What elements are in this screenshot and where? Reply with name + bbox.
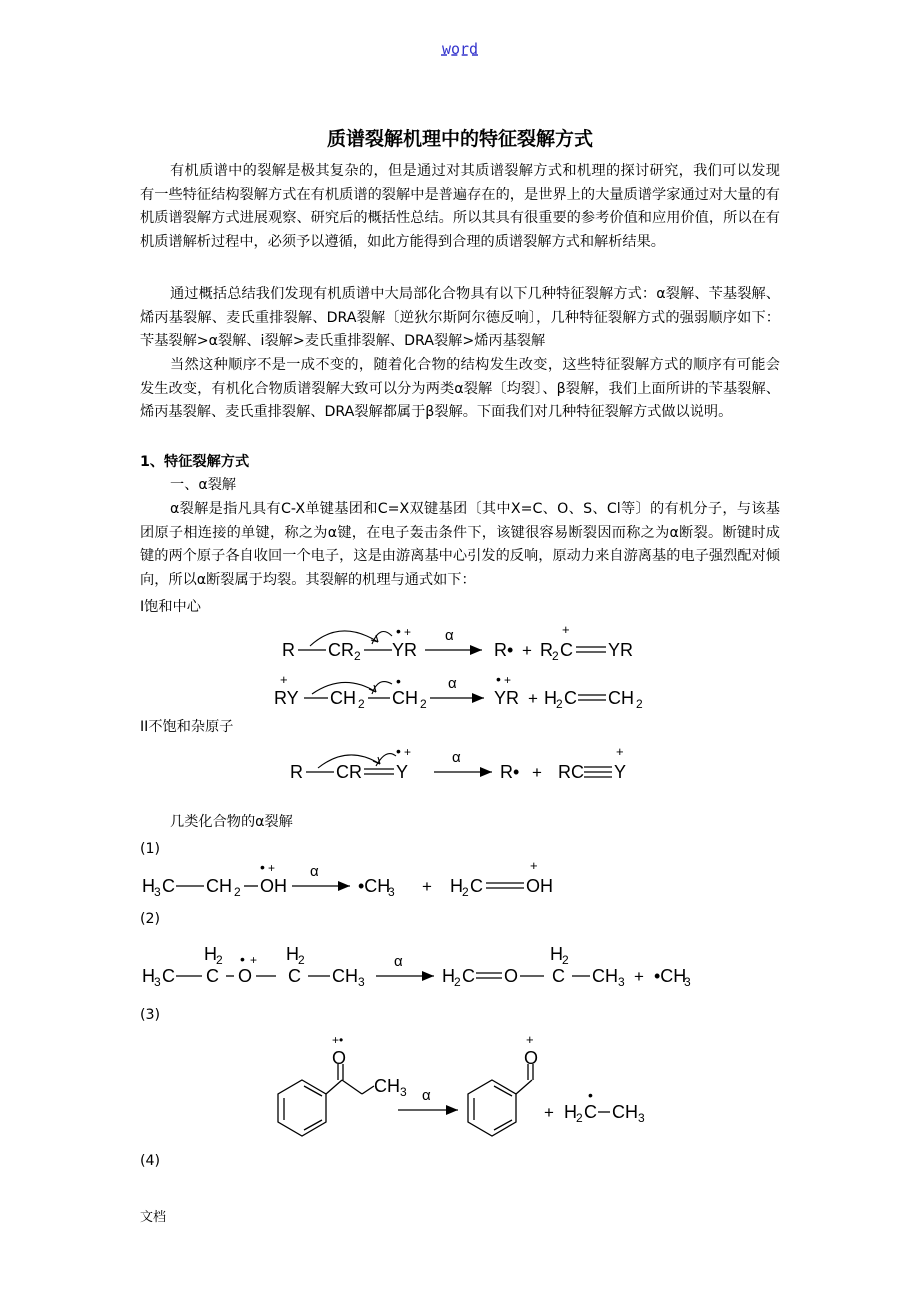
svg-text:R•: R• (500, 762, 520, 782)
svg-text:•: • (496, 671, 501, 687)
svg-text:2: 2 (454, 975, 461, 989)
svg-text:+: + (616, 744, 624, 759)
svg-text:•: • (396, 743, 401, 759)
svg-text:2: 2 (354, 649, 361, 663)
svg-text:C: C (162, 876, 175, 896)
svg-text:+: + (268, 861, 276, 875)
example-number-2: (2) (140, 911, 161, 927)
svg-text:CH: CH (392, 688, 418, 708)
svg-text:OH: OH (526, 876, 553, 896)
svg-text:3: 3 (618, 975, 625, 989)
svg-text:•: • (588, 1087, 593, 1103)
svg-text:H: H (286, 944, 299, 964)
svg-text:3: 3 (154, 975, 161, 989)
svg-text:3: 3 (388, 885, 395, 899)
svg-text:2: 2 (216, 953, 223, 967)
svg-text:H: H (442, 966, 455, 986)
svg-text:C: C (162, 966, 175, 986)
svg-text:•: • (396, 623, 401, 639)
svg-text:+: + (504, 673, 512, 687)
svg-text:2: 2 (234, 885, 241, 899)
alpha-definition-paragraph: α裂解是指凡具有C-X单键基团和C=X双键基团〔其中X=C、O、S、Cl等〕的有机分子，与该基团原子相连接的单键，称之为α键，在电子轰击条件下，该键很容易断裂因而称之为α断裂。断键时成键的两个原子各自收回一个电子，这是由游离基中心引发的反响，原动力来自游离基的电子强烈配对倾向，所以α断裂属于均裂。其裂解的机理与通式如下： (140, 501, 780, 588)
svg-text:α: α (422, 1087, 431, 1104)
svg-text:2: 2 (556, 697, 563, 711)
svg-text:C: C (206, 966, 219, 986)
svg-text:O: O (504, 966, 519, 986)
svg-text:C: C (470, 876, 483, 896)
svg-text:•CH: •CH (654, 966, 687, 986)
svg-text:CH: CH (612, 1102, 638, 1122)
svg-text:O: O (332, 1048, 347, 1068)
svg-text:α: α (394, 953, 403, 970)
svg-text:CH: CH (332, 966, 358, 986)
svg-text:3: 3 (154, 885, 161, 899)
r1-YR: YR (392, 640, 418, 660)
order-paragraph: 通过概括总结我们发现有机质谱中大局部化合物具有以下几种特征裂解方式：α裂解、苄基裂解、烯丙基裂解、麦氏重排裂解、DRA裂解〔逆狄尔斯阿尔德反响〕，几种特征裂解方式的强弱顺序如下：苄基裂解>α裂解、i裂解>麦氏重排裂解、DRA裂解>烯丙基裂解 (140, 286, 780, 349)
svg-text:2: 2 (420, 697, 427, 711)
svg-text:H: H (450, 876, 463, 896)
svg-text:H: H (142, 876, 155, 896)
svg-text:C: C (564, 688, 577, 708)
svg-text:+: + (522, 641, 532, 660)
label-compound-classes: 几类化合物的α裂解 (170, 814, 293, 830)
example-1-reaction (140, 858, 560, 902)
svg-text:R: R (540, 640, 553, 660)
svg-text:C: C (584, 1102, 597, 1122)
header-word-link[interactable]: word (441, 40, 479, 58)
svg-text:•CH: •CH (358, 876, 391, 896)
reaction-2 (272, 670, 652, 716)
svg-text:OH: OH (260, 876, 287, 896)
svg-text:+: + (280, 672, 288, 687)
example-number-1: (1) (140, 841, 161, 857)
svg-text:3: 3 (638, 1111, 645, 1125)
svg-text:+: + (526, 1032, 534, 1047)
svg-text:CH: CH (330, 688, 356, 708)
svg-text:H: H (142, 966, 155, 986)
svg-text:2: 2 (298, 953, 305, 967)
svg-text:C: C (552, 966, 565, 986)
svg-text:•: • (396, 673, 401, 689)
svg-text:CH: CH (592, 966, 618, 986)
svg-text:•: • (240, 951, 245, 967)
svg-text:2: 2 (636, 697, 643, 711)
label-unsaturated-heteroatom: II不饱和杂原子 (140, 719, 234, 735)
svg-text:H: H (204, 944, 217, 964)
intro-paragraph: 有机质谱中的裂解是极其复杂的，但是通过对其质谱裂解方式和机理的探讨研究，我们可以发现有一些特征结构裂解方式在有机质谱的裂解中是普遍存在的，是世界上的大量质谱学家通过对大量的有机质谱裂解方式进展观察、研究后的概括性总结。所以其具有很重要的参考价值和应用价值，所以在有机质谱解析过程中，必须予以遵循，如此方能得到合理的质谱裂解方式和解析结果。 (140, 163, 780, 250)
svg-text:α: α (452, 749, 461, 766)
svg-text:+: + (422, 877, 432, 896)
svg-text:CH: CH (206, 876, 232, 896)
svg-text:+: + (530, 858, 538, 873)
svg-text:CH: CH (374, 1076, 400, 1096)
svg-text:α: α (310, 863, 319, 880)
example-number-3: (3) (140, 1007, 161, 1023)
r1-CR2: CR (328, 640, 354, 660)
example-number-4: (4) (140, 1153, 161, 1169)
example-3-reaction (262, 1034, 662, 1146)
svg-text:2: 2 (462, 885, 469, 899)
svg-text:+: + (532, 763, 542, 782)
footer-label: 文档 (140, 1210, 167, 1225)
svg-text:+: + (250, 953, 258, 967)
svg-text:+: + (528, 689, 538, 708)
label-saturated-center: I饱和中心 (140, 599, 201, 615)
svg-text:C: C (560, 640, 573, 660)
svg-text:3: 3 (684, 975, 691, 989)
svg-text:2: 2 (552, 649, 559, 663)
svg-text:O: O (524, 1048, 539, 1068)
svg-text:3: 3 (400, 1085, 407, 1099)
svg-text:Y: Y (396, 762, 409, 782)
svg-text:CR: CR (336, 762, 362, 782)
svg-text:O: O (238, 966, 253, 986)
svg-text:+: + (544, 1103, 554, 1122)
svg-text:2: 2 (562, 953, 569, 967)
svg-text:H: H (550, 944, 563, 964)
svg-text:+: + (562, 622, 570, 637)
svg-text:R: R (290, 762, 303, 782)
svg-text:3: 3 (358, 975, 365, 989)
svg-text:2: 2 (576, 1111, 583, 1125)
svg-text:•: • (260, 859, 265, 875)
svg-text:C: C (462, 966, 475, 986)
subsection-heading: 一、α裂解 (170, 477, 237, 493)
svg-text:Y: Y (614, 762, 627, 782)
svg-text:H: H (544, 688, 557, 708)
svg-text:YR: YR (494, 688, 520, 708)
svg-text:CH: CH (608, 688, 634, 708)
reaction-3 (288, 742, 638, 788)
r1-R-radical: R• (494, 640, 514, 660)
svg-text:2: 2 (358, 697, 365, 711)
svg-text:+: + (634, 967, 644, 986)
svg-text:C: C (288, 966, 301, 986)
svg-text:+•: +• (332, 1033, 344, 1047)
svg-text:+: + (404, 745, 412, 759)
svg-text:H: H (564, 1102, 577, 1122)
svg-text:RY: RY (274, 688, 299, 708)
svg-text:+: + (404, 625, 412, 639)
svg-text:RC: RC (558, 762, 584, 782)
svg-text:α: α (448, 675, 457, 692)
svg-text:YR: YR (608, 640, 634, 660)
page-title: 质谱裂解机理中的特征裂解方式 (326, 128, 593, 150)
classification-paragraph: 当然这种顺序不是一成不变的，随着化合物的结构发生改变，这些特征裂解方式的顺序有可能会发生改变，有机化合物质谱裂解大致可以分为两类α裂解〔均裂〕、β裂解，我们上面所讲的苄基裂解、烯丙基裂解、麦氏重排裂解、DRA裂解都属于β裂解。下面我们对几种特征裂解方式做以说明。 (140, 357, 780, 420)
r1-alpha: α (445, 627, 454, 644)
example-2-reaction (140, 938, 710, 992)
reaction-1 (280, 622, 650, 668)
section-heading: 1、特征裂解方式 (140, 454, 250, 470)
r1-R: R (282, 640, 295, 660)
